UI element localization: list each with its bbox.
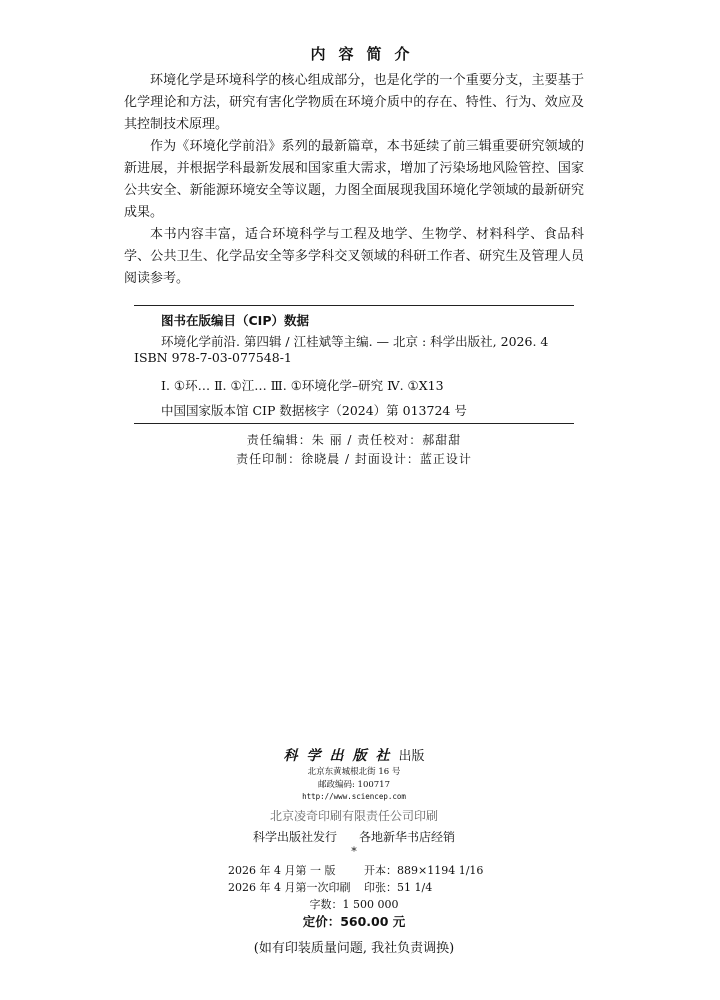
publisher-address: 北京东黄城根北街 16 号 xyxy=(307,767,401,777)
sellers-text: 各地新华书店经销 xyxy=(359,830,456,844)
cip-isbn: ISBN 978-7-03-077548-1 xyxy=(134,350,292,365)
publisher-url: http://www.sciencep.com xyxy=(302,792,406,801)
price: 定价：560.00 元 xyxy=(302,914,406,929)
issuer-text: 科学出版社发行 xyxy=(252,830,337,844)
separator-star: * xyxy=(351,845,357,858)
quality-notice: (如有印装质量问题, 我社负责调换) xyxy=(253,941,455,956)
publisher-suffix: 出版 xyxy=(398,749,425,764)
cip-bibliographic-line: 环境化学前沿. 第四辑 / 江桂斌等主编. — 北京 : 科学出版社, 2026. 4 xyxy=(161,334,549,349)
summary-paragraph: 本书内容丰富，适合环境科学与工程及地学、生物学、材料科学、食品科学、公共卫生、化学品安全等多学科交叉领域的科研工作者、研究生及管理人员阅读参考。 xyxy=(124,227,584,286)
sheets-text: 印张：51 1/4 xyxy=(364,881,433,894)
publisher-postcode: 邮政编码: 100717 xyxy=(317,780,390,790)
cip-bottom-rule xyxy=(134,423,574,424)
publisher-line xyxy=(0,745,708,765)
distribution-line xyxy=(0,828,708,845)
cip-classification: Ⅰ. ①环… Ⅱ. ①江… Ⅲ. ①环境化学–研究 Ⅳ. ①X13 xyxy=(161,378,444,393)
summary-paragraph: 作为《环境化学前沿》系列的最新篇章，本书延续了前三辑重要研究领域的新进展，并根据学科最新发展和国家重大需求，增加了污染场地风险管控、国家公共安全、新能源环境安全等议题，力图全面展现我国环境化学领域的最新研究成果。 xyxy=(124,139,584,220)
cip-core-number: 中国国家版本馆 CIP 数据核字（2024）第 013724 号 xyxy=(161,403,467,418)
edition-text: 2026 年 4 月第 一 版 xyxy=(228,864,336,877)
printer-line: 北京凌奇印刷有限责任公司印刷 xyxy=(269,809,438,823)
format-text: 开本：889×1194 1/16 xyxy=(364,864,484,877)
credits-editor-line: 责任编辑：朱 丽 / 责任校对：郝甜甜 xyxy=(246,433,462,447)
summary-paragraph: 环境化学是环境科学的核心组成部分，也是化学的一个重要分支，主要基于化学理论和方法，研究有害化学物质在环境介质中的存在、特性、行为、效应及其控制技术原理。 xyxy=(124,73,584,132)
cip-top-rule xyxy=(134,305,574,306)
publisher-brand: 科学出版社 xyxy=(283,748,399,764)
word-count: 字数：1 500 000 xyxy=(309,898,399,911)
printing-text: 2026 年 4 月第一次印刷 xyxy=(228,881,351,894)
summary-text xyxy=(124,70,584,290)
cip-title: 图书在版编目（CIP）数据 xyxy=(161,313,309,328)
credits-printing-line: 责任印制：徐晓晨 / 封面设计：蓝正设计 xyxy=(236,452,472,466)
section-heading: 内容简介 xyxy=(310,45,423,63)
